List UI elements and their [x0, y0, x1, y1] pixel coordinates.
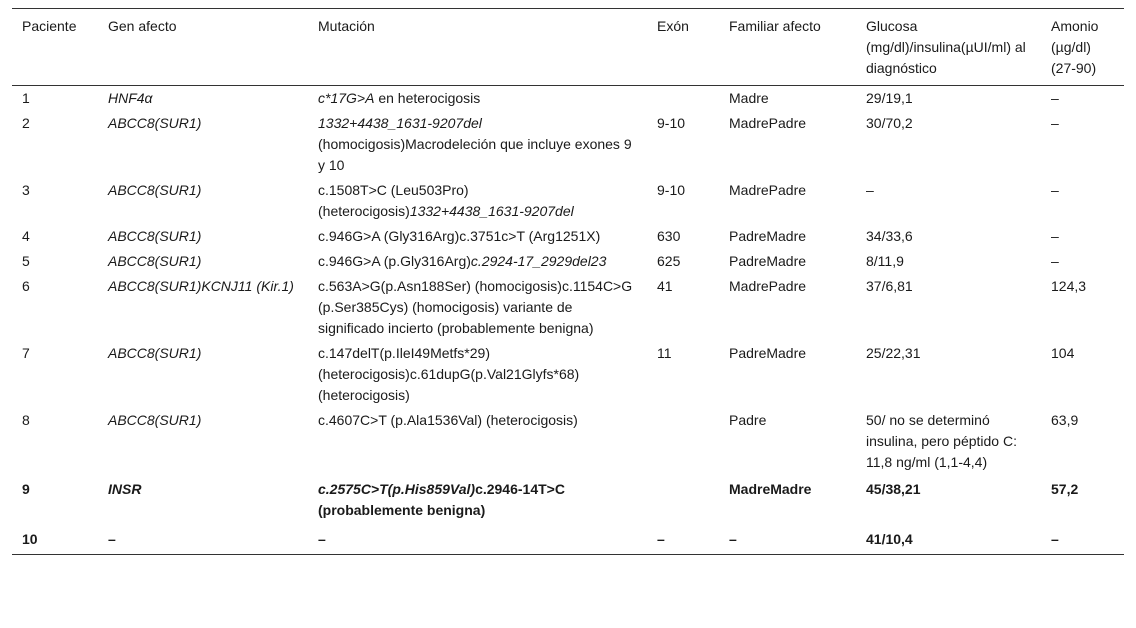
cell-amonio: –: [1051, 90, 1059, 106]
cell-mutacion: [308, 475, 647, 525]
cell-mutacion: c.4607C>T (p.Ala1536Val) (heterocigosis): [318, 412, 578, 428]
cell-exon: 41: [657, 278, 673, 294]
cell-glucosa: 50/ no se determinó insulina, pero péptido C: 11,8 ng/ml (1,1-4,4): [866, 412, 1017, 470]
cell-gen: ABCC8(SUR1)KCNJ11 (Kir.1): [108, 278, 294, 294]
cell-gen: –: [108, 531, 116, 547]
cell-paciente: 4: [22, 228, 30, 244]
header-row: [12, 9, 1124, 86]
cell-exon: [647, 86, 719, 112]
mutation-italic: c.2924-17_2929del23: [470, 253, 607, 269]
cell-mutacion: –: [318, 531, 326, 547]
mutation-text: (homocigosis)Macrodeleción que incluye exones 9 y 10: [318, 136, 632, 173]
table-row: [12, 111, 1124, 178]
cell-glucosa: 29/19,1: [866, 90, 913, 106]
table-row: [12, 475, 1124, 525]
header-exon: Exón: [657, 18, 689, 34]
header-amonio: Amonio (µg/dl) (27-90): [1051, 18, 1099, 76]
cell-exon: –: [657, 531, 665, 547]
mutation-italic: 1332+4438_1631-9207del: [409, 203, 574, 219]
cell-amonio: 63,9: [1051, 412, 1079, 428]
header-mutacion: Mutación: [318, 18, 375, 34]
table-row: [12, 178, 1124, 224]
cell-paciente: 9: [22, 481, 30, 497]
cell-amonio: –: [1051, 115, 1059, 131]
header-familiar: Familiar afecto: [729, 18, 821, 34]
patients-table: [12, 8, 1124, 555]
mutation-text: c.1508T>C (Leu503Pro) (heterocigosis): [318, 182, 469, 219]
mutation-text: c.2946-14T>C (probablemente benigna): [318, 481, 565, 518]
table-row: [12, 341, 1124, 408]
cell-gen: ABCC8(SUR1): [108, 412, 202, 428]
cell-familiar: –: [729, 531, 737, 547]
cell-familiar: PadreMadre: [729, 253, 807, 269]
cell-glucosa: 34/33,6: [866, 228, 913, 244]
cell-paciente: 5: [22, 253, 30, 269]
cell-exon: 9-10: [657, 182, 686, 198]
cell-familiar: PadreMadre: [729, 345, 807, 361]
mutation-italic: c.2575C>T(p.His859Val): [318, 481, 476, 497]
cell-mutacion: [308, 249, 647, 274]
cell-glucosa: 30/70,2: [866, 115, 913, 131]
cell-gen: ABCC8(SUR1): [108, 228, 202, 244]
cell-amonio: –: [1051, 228, 1059, 244]
cell-mutacion: [308, 86, 647, 112]
cell-glucosa: 37/6,81: [866, 278, 913, 294]
cell-exon: 625: [657, 253, 681, 269]
cell-exon: 11: [657, 345, 672, 361]
table-container: [12, 8, 1124, 555]
cell-paciente: 6: [22, 278, 30, 294]
cell-mutacion: c.563A>G(p.Asn188Ser) (homocigosis)c.1154C>G (p.Ser385Cys) (homocigosis) variante de significado incierto (probablemente benigna): [318, 278, 633, 336]
cell-mutacion: [308, 178, 647, 224]
table-row: [12, 408, 1124, 475]
cell-paciente: 3: [22, 182, 30, 198]
cell-paciente: 10: [22, 531, 38, 547]
cell-gen: ABCC8(SUR1): [108, 345, 202, 361]
table-row: [12, 249, 1124, 274]
cell-paciente: 8: [22, 412, 30, 428]
cell-amonio: –: [1051, 531, 1059, 547]
cell-amonio: 57,2: [1051, 481, 1079, 497]
cell-exon: [647, 408, 719, 475]
cell-familiar: MadrePadre: [729, 278, 807, 294]
cell-familiar: PadreMadre: [729, 228, 807, 244]
table-body: [12, 86, 1124, 555]
cell-gen: ABCC8(SUR1): [108, 253, 202, 269]
table-row: [12, 86, 1124, 112]
cell-glucosa: 45/38,21: [866, 481, 921, 497]
cell-familiar: Padre: [729, 412, 767, 428]
cell-paciente: 7: [22, 345, 30, 361]
cell-amonio: –: [1051, 253, 1059, 269]
table-header: [12, 9, 1124, 86]
mutation-text: c.946G>A (p.Gly316Arg): [318, 253, 471, 269]
mutation-italic: c*17G>A: [318, 90, 375, 106]
cell-glucosa: 8/11,9: [866, 253, 904, 269]
mutation-text: en heterocigosis: [374, 90, 481, 106]
cell-glucosa: 25/22,31: [866, 345, 921, 361]
cell-mutacion: c.946G>A (Gly316Arg)c.3751c>T (Arg1251X): [318, 228, 601, 244]
cell-paciente: 1: [22, 90, 30, 106]
cell-familiar: MadreMadre: [729, 481, 812, 497]
table-row: [12, 525, 1124, 555]
cell-paciente: 2: [22, 115, 30, 131]
cell-amonio: 124,3: [1051, 278, 1087, 294]
cell-gen: ABCC8(SUR1): [108, 182, 202, 198]
header-glucosa: Glucosa (mg/dl)/insulina(µUI/ml) al diagnóstico: [866, 18, 1026, 76]
cell-exon: [647, 475, 719, 525]
cell-familiar: MadrePadre: [729, 182, 807, 198]
cell-amonio: –: [1051, 182, 1059, 198]
header-gen: Gen afecto: [108, 18, 177, 34]
cell-amonio: 104: [1051, 345, 1075, 361]
cell-mutacion: c.147delT(p.IleI49Metfs*29) (heterocigosis)c.61dupG(p.Val21Glyfs*68) (heterocigosis): [318, 345, 580, 403]
cell-gen: HNF4α: [108, 90, 153, 106]
header-paciente: Paciente: [22, 18, 77, 34]
cell-exon: 9-10: [657, 115, 686, 131]
cell-gen: ABCC8(SUR1): [108, 115, 202, 131]
mutation-italic: 1332+4438_1631-9207del: [318, 115, 482, 131]
cell-exon: 630: [657, 228, 681, 244]
cell-gen: INSR: [108, 481, 142, 497]
cell-familiar: Madre: [729, 90, 769, 106]
cell-familiar: MadrePadre: [729, 115, 807, 131]
table-row: [12, 274, 1124, 341]
cell-mutacion: [308, 111, 647, 178]
table-row: [12, 224, 1124, 249]
cell-glucosa: 41/10,4: [866, 531, 913, 547]
cell-glucosa: –: [866, 182, 874, 198]
